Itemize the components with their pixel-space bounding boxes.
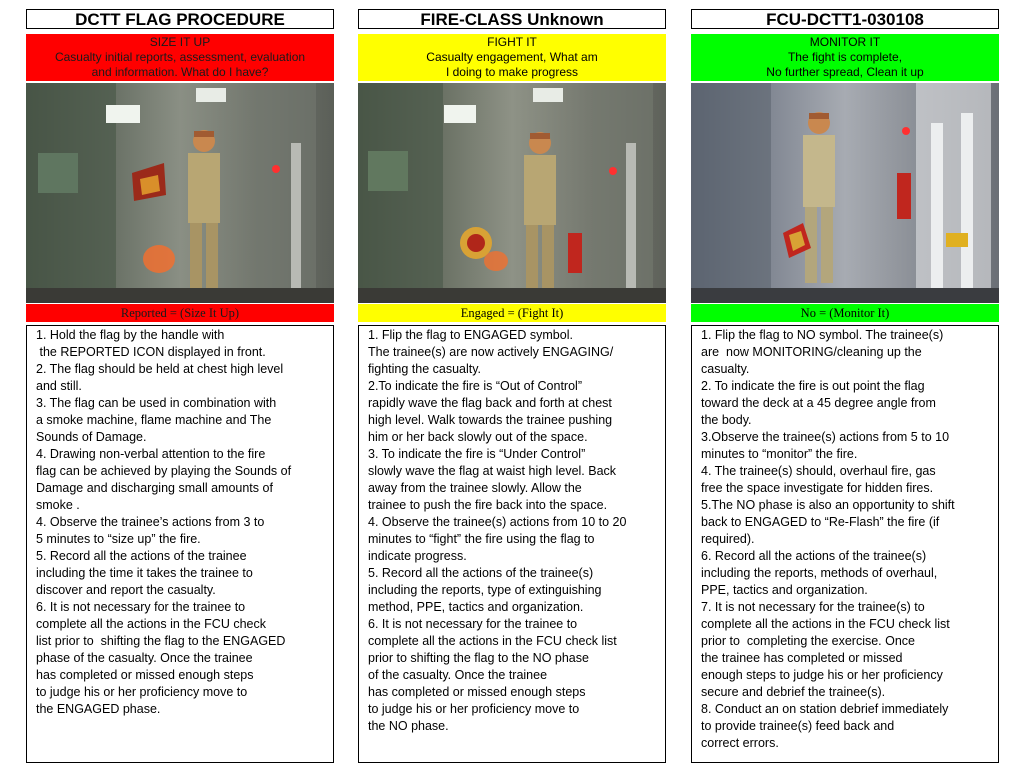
procedure-line: to judge his or her proficiency move to — [368, 702, 580, 716]
training-photo — [691, 83, 999, 303]
procedure-line: away from the trainee slowly. Allow the — [368, 481, 582, 495]
procedure-line: 4. Observe the trainee’s actions from 3 to — [36, 515, 265, 529]
procedure-line: smoke . — [36, 498, 80, 512]
procedure-line: 4. The trainee(s) should, overhaul fire, gas — [701, 464, 936, 478]
procedure-line: are now MONITORING/cleaning up the — [701, 345, 922, 359]
procedure-line: rapidly wave the flag back and forth at chest — [368, 396, 612, 410]
procedure-line: 3. To indicate the fire is “Under Control” — [368, 447, 586, 461]
procedure-line: the body. — [701, 413, 752, 427]
procedure-line: slowly wave the flag at waist high level. Back — [368, 464, 617, 478]
procedure-line: 4. Drawing non-verbal attention to the fire — [36, 447, 266, 461]
procedure-line: 6. It is not necessary for the trainee to — [36, 600, 246, 614]
procedure-line: and still. — [36, 379, 82, 393]
procedure-line: enough steps to judge his or her proficiency — [701, 668, 943, 682]
column-size-it-up — [26, 9, 334, 763]
procedure-line: 3.Observe the trainee(s) actions from 5 to 10 — [701, 430, 950, 444]
column-monitor-it — [691, 9, 999, 763]
phase-description-line: Casualty engagement, What am — [426, 50, 598, 64]
procedure-line: trainee to push the fire back into the space. — [368, 498, 608, 512]
phase-heading: SIZE IT UP — [149, 35, 211, 49]
phase-description-line: No further spread, Clean it up — [766, 65, 924, 79]
procedure-line: minutes to “fight” the fire using the flag to — [368, 532, 595, 546]
procedure-line: fighting the casualty. — [368, 362, 482, 376]
procedure-line: the ENGAGED phase. — [36, 702, 161, 716]
procedure-line: 5. Record all the actions of the trainee — [36, 549, 247, 563]
procedure-line: toward the deck at a 45 degree angle from — [701, 396, 936, 410]
training-photo — [26, 83, 334, 303]
training-photo — [358, 83, 666, 303]
procedure-line: complete all the actions in the FCU check list — [368, 634, 617, 648]
column-title: FIRE-CLASS Unknown — [358, 9, 666, 29]
procedure-text-box — [358, 325, 666, 763]
procedure-line: complete all the actions in the FCU check list — [701, 617, 950, 631]
procedure-line: to judge his or her proficiency move to — [36, 685, 248, 699]
procedure-line: 2.To indicate the fire is “Out of Control” — [368, 379, 582, 393]
procedure-line: 6. It is not necessary for the trainee to — [368, 617, 578, 631]
procedure-line: 5.The NO phase is also an opportunity to shift — [701, 498, 955, 512]
procedure-line: method, PPE, tactics and organization. — [368, 600, 584, 614]
phase-heading: MONITOR IT — [809, 35, 881, 49]
procedure-line: 1. Hold the flag by the handle with — [36, 328, 225, 342]
procedure-line: casualty. — [701, 362, 750, 376]
phase-heading: FIGHT IT — [487, 35, 537, 49]
procedure-line: the trainee has completed or missed — [701, 651, 903, 665]
procedure-line: back to ENGAGED to “Re-Flash” the fire (if — [701, 515, 940, 529]
procedure-line: Sounds of Damage. — [36, 430, 147, 444]
procedure-line: 5 minutes to “size up” the fire. — [36, 532, 201, 546]
procedure-line: to provide trainee(s) feed back and — [701, 719, 895, 733]
procedure-line: 5. Record all the actions of the trainee(s) — [368, 566, 594, 580]
procedure-line: PPE, tactics and organization. — [701, 583, 868, 597]
phase-banner-fight-it — [358, 34, 666, 81]
procedure-line: prior to completing the exercise. Once — [701, 634, 915, 648]
procedure-line: discover and report the casualty. — [36, 583, 216, 597]
procedure-line: including the reports, type of extinguishing — [368, 583, 602, 597]
procedure-text-box — [26, 325, 334, 763]
procedure-line: 7. It is not necessary for the trainee(s) to — [701, 600, 925, 614]
procedure-line: flag can be achieved by playing the Sounds of — [36, 464, 292, 478]
procedure-line: complete all the actions in the FCU check — [36, 617, 266, 631]
phase-caption: Reported = (Size It Up) — [26, 304, 334, 322]
phase-banner-monitor-it — [691, 34, 999, 81]
column-fight-it — [358, 9, 666, 763]
phase-caption: Engaged = (Fight It) — [358, 304, 666, 322]
procedure-line: high level. Walk towards the trainee pushing — [368, 413, 613, 427]
procedure-line: indicate progress. — [368, 549, 467, 563]
procedure-line: 8. Conduct an on station debrief immediately — [701, 702, 949, 716]
procedure-line: 6. Record all the actions of the trainee(s) — [701, 549, 927, 563]
phase-banner-size-it-up — [26, 34, 334, 81]
procedure-line: has completed or missed enough steps — [368, 685, 586, 699]
procedure-line: has completed or missed enough steps — [36, 668, 254, 682]
phase-description-line: The fight is complete, — [787, 50, 903, 64]
procedure-line: 1. Flip the flag to NO symbol. The trainee(s) — [701, 328, 944, 342]
procedure-line: secure and debrief the trainee(s). — [701, 685, 886, 699]
phase-description-line: Casualty initial reports, assessment, evaluation — [54, 50, 306, 64]
procedure-line: 2. The flag should be held at chest high level — [36, 362, 284, 376]
procedure-line: the NO phase. — [368, 719, 449, 733]
column-title: FCU-DCTT1-030108 — [691, 9, 999, 29]
procedure-line: 1. Flip the flag to ENGAGED symbol. — [368, 328, 573, 342]
procedure-text-box — [691, 325, 999, 763]
column-title: DCTT FLAG PROCEDURE — [26, 9, 334, 29]
procedure-line: 4. Observe the trainee(s) actions from 10 to 20 — [368, 515, 627, 529]
procedure-line: required). — [701, 532, 755, 546]
procedure-line: including the time it takes the trainee to — [36, 566, 253, 580]
procedure-line: 3. The flag can be used in combination with — [36, 396, 277, 410]
phase-description-line: and information. What do I have? — [91, 65, 269, 79]
procedure-line: the REPORTED ICON displayed in front. — [36, 345, 266, 359]
procedure-line: a smoke machine, flame machine and The — [36, 413, 272, 427]
phase-caption: No = (Monitor It) — [691, 304, 999, 322]
procedure-line: phase of the casualty. Once the trainee — [36, 651, 253, 665]
procedure-line: Damage and discharging small amounts of — [36, 481, 273, 495]
procedure-line: correct errors. — [701, 736, 779, 750]
procedure-line: including the reports, methods of overhaul, — [701, 566, 938, 580]
phase-description-line: I doing to make progress — [445, 65, 579, 79]
procedure-line: The trainee(s) are now actively ENGAGING/ — [368, 345, 614, 359]
procedure-line: prior to shifting the flag to the NO phase — [368, 651, 589, 665]
procedure-line: free the space investigate for hidden fires. — [701, 481, 934, 495]
procedure-line: 2. To indicate the fire is out point the flag — [701, 379, 925, 393]
procedure-line: him or her back slowly out of the space. — [368, 430, 588, 444]
procedure-line: of the casualty. Once the trainee — [368, 668, 548, 682]
procedure-line: minutes to “monitor” the fire. — [701, 447, 858, 461]
procedure-line: list prior to shifting the flag to the ENGAGED — [36, 634, 286, 648]
